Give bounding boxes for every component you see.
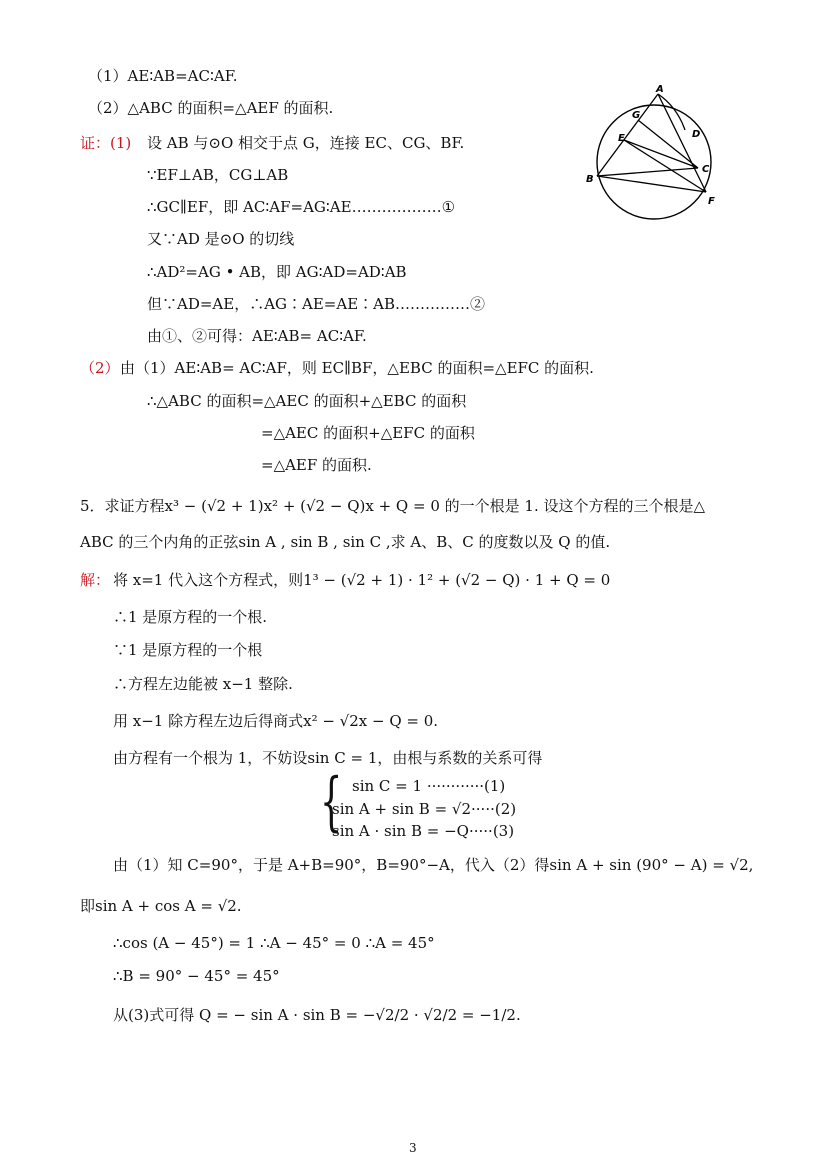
geometry-figure [582,82,732,232]
system-eq-3: sin A · sin B = −Q·····(3) [332,822,515,840]
solution-line-5: 用 x−1 除方程左边后得商式x² − √2x − Q = 0. [113,712,439,730]
proof-line-7: 由①、②可得：AE∶AB= AC∶AF. [147,327,367,345]
solution-line-11: 从(3)式可得 Q = − sin A · sin B = −√2/2 · √2/2 = −1/2. [113,1006,521,1024]
segment-ab [597,94,658,176]
statement-1: （1）AE∶AB=AC∶AF. [88,67,238,85]
proof-line-6: 但∵AD=AE，∴AG∶AE=AE∶AB……………② [147,295,486,313]
system-eq-2: sin A + sin B = √2·····(2) [332,800,517,818]
problem5-line-1: 5．求证方程x³ − (√2 + 1)x² + (√2 − Q)x + Q = 0 的一个根是 1. 设这个方程的三个根是△ [80,497,706,515]
solution-label: 解： [80,571,111,589]
proof-line-5: ∴AD²=AG • AB，即 AG∶AD=AD∶AB [147,263,407,281]
proof2-line-4: =△AEF 的面积. [261,456,372,474]
label-b: B [586,174,594,185]
solution-line-8: 即sin A + cos A = √2. [80,897,242,915]
proof2-line-3: =△AEC 的面积+△EFC 的面积 [261,424,475,442]
segment-bf [597,176,706,192]
solution-line-10: ∴B = 90° − 45° = 45° [113,967,280,985]
label-d: D [692,129,701,140]
proof2-line-1: 由（1）AE∶AB= AC∶AF，则 EC∥BF，△EBC 的面积=△EFC 的面积. [120,359,594,377]
proof-label: 证：(1) [80,134,132,152]
label-e: E [618,133,625,144]
statement-2: （2）△ABC 的面积=△AEF 的面积. [88,99,334,117]
system-brace: { [320,765,343,839]
solution-line-3: ∵1 是原方程的一个根 [113,641,263,659]
solution-line-6: 由方程有一个根为 1，不妨设sin C = 1，由根与系数的关系可得 [113,749,543,767]
solution-line-9: ∴cos (A − 45°) = 1 ∴A − 45° = 0 ∴A = 45° [113,934,435,952]
label-f: F [708,196,715,207]
label-c: C [702,164,710,175]
label-a: A [656,84,664,95]
proof2-line-2: ∴△ABC 的面积=△AEC 的面积+△EBC 的面积 [147,392,467,410]
proof-line-4: 又∵AD 是⊙O 的切线 [147,230,295,248]
solution-line-1: 将 x=1 代入这个方程式，则1³ − (√2 + 1) · 1² + (√2 − Q) · 1 + Q = 0 [113,571,611,589]
solution-line-2: ∴1 是原方程的一个根. [113,608,268,626]
proof-line-2: ∵EF⊥AB，CG⊥AB [147,166,289,184]
solution-line-7: 由（1）知 C=90°，于是 A+B=90°，B=90°−A，代入（2）得sin A + sin (90° − A) = √2, [113,856,754,874]
label-g: G [632,110,641,121]
problem5-line-2: ABC 的三个内角的正弦sin A , sin B , sin C ,求 A、B、C 的度数以及 Q 的值. [80,533,611,551]
proof-line-3: ∴GC∥EF，即 AC∶AF=AG∶AE………………① [147,198,456,216]
segment-bc [597,168,698,176]
part2-label: （2） [80,359,120,377]
page-number: 3 [409,1141,417,1155]
proof-line-1: 设 AB 与⊙O 相交于点 G，连接 EC、CG、BF. [147,134,465,152]
system-eq-1: sin C = 1 ············(1) [352,777,506,795]
solution-line-4: ∴方程左边能被 x−1 整除. [113,675,293,693]
circle-o [597,105,711,219]
segment-gc [638,120,701,168]
